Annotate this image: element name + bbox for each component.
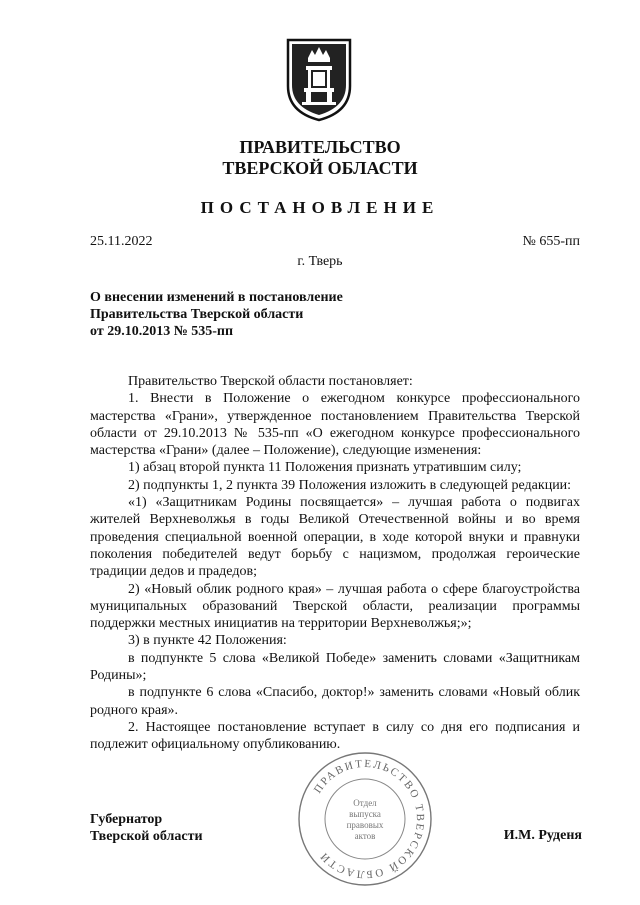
signatory-title: [90, 811, 203, 845]
stamp-center-line: выпуска: [349, 809, 381, 819]
document-date: 25.11.2022: [90, 234, 153, 249]
authority-line-2: ТВЕРСКОЙ ОБЛАСТИ: [222, 158, 418, 178]
body-paragraph: 2) «Новый облик родного края» – лучшая работа о сфере благоустройства муниципальных образований Тверской области, реализации программы поддержки местных инициатив на территории Верхневолжья;»;: [90, 581, 580, 632]
body-paragraph: «1) «Защитникам Родины посвящается» – лучшая работа о подвигах жителей Верхневолжья в годы Великой Отечественной войны и во время проведения специальной военной операции, в ходе которой внуки и правнуки поколения победителей ведут борьбу с нацизмом, продолжая героические традиции дедов и прадедов;: [90, 495, 580, 580]
stamp-center-line: Отдел: [353, 798, 377, 808]
body-paragraph: в подпункте 5 слова «Великой Победе» заменить словами «Защитникам Родины»;: [90, 650, 580, 684]
body-paragraph: 1. Внести в Положение о ежегодном конкурсе профессионального мастерства «Грани», утвержденное постановлением Правительства Тверской области от 29.10.2013 № 535-пп «О ежегодном конкурсе профессионального мастерства «Грани» (далее – Положение), следующие изменения:: [90, 391, 580, 459]
signatory-title-line-2: Тверской области: [90, 829, 203, 844]
stamp-center-line: актов: [354, 831, 376, 841]
title-line-1: О внесении изменений в постановление: [90, 290, 343, 305]
body-paragraph: 2. Настоящее постановление вступает в силу со дня его подписания и подлежит официальному опубликованию.: [90, 719, 580, 753]
body-paragraph: 1) абзац второй пункта 11 Положения признать утратившим силу;: [128, 460, 522, 476]
stamp-ring-text: ПРАВИТЕЛЬСТВО ТВЕРСКОЙ ОБЛАСТИ: [311, 757, 427, 881]
tver-coat-of-arms-icon: [284, 36, 354, 122]
stamp-center-line: правовых: [346, 820, 384, 830]
document-number: № 655-пп: [522, 234, 580, 249]
body-paragraph: 3) в пункте 42 Положения:: [128, 633, 287, 649]
official-stamp: [296, 750, 434, 888]
document-body: [90, 373, 580, 754]
title-line-3: от 29.10.2013 № 535-пп: [90, 324, 234, 339]
body-paragraph: Правительство Тверской области постановляет:: [128, 374, 413, 389]
body-paragraph: 2) подпункты 1, 2 пункта 39 Положения изложить в следующей редакции:: [128, 477, 572, 493]
document-type: ПОСТАНОВЛЕНИЕ: [200, 198, 440, 217]
document-title: [90, 289, 410, 340]
issuing-authority: [0, 137, 640, 179]
document-city: г. Тверь: [297, 254, 343, 269]
signatory-name: И.М. Руденя: [503, 828, 582, 843]
title-line-2: Правительства Тверской области: [90, 307, 304, 322]
signatory-title-line-1: Губернатор: [90, 812, 163, 827]
authority-line-1: ПРАВИТЕЛЬСТВО: [239, 137, 401, 157]
body-paragraph: в подпункте 6 слова «Спасибо, доктор!» заменить словами «Новый облик родного края».: [90, 685, 580, 718]
svg-text:ПРАВИТЕЛЬСТВО ТВЕРСКОЙ ОБЛАСТИ: [312, 758, 426, 880]
